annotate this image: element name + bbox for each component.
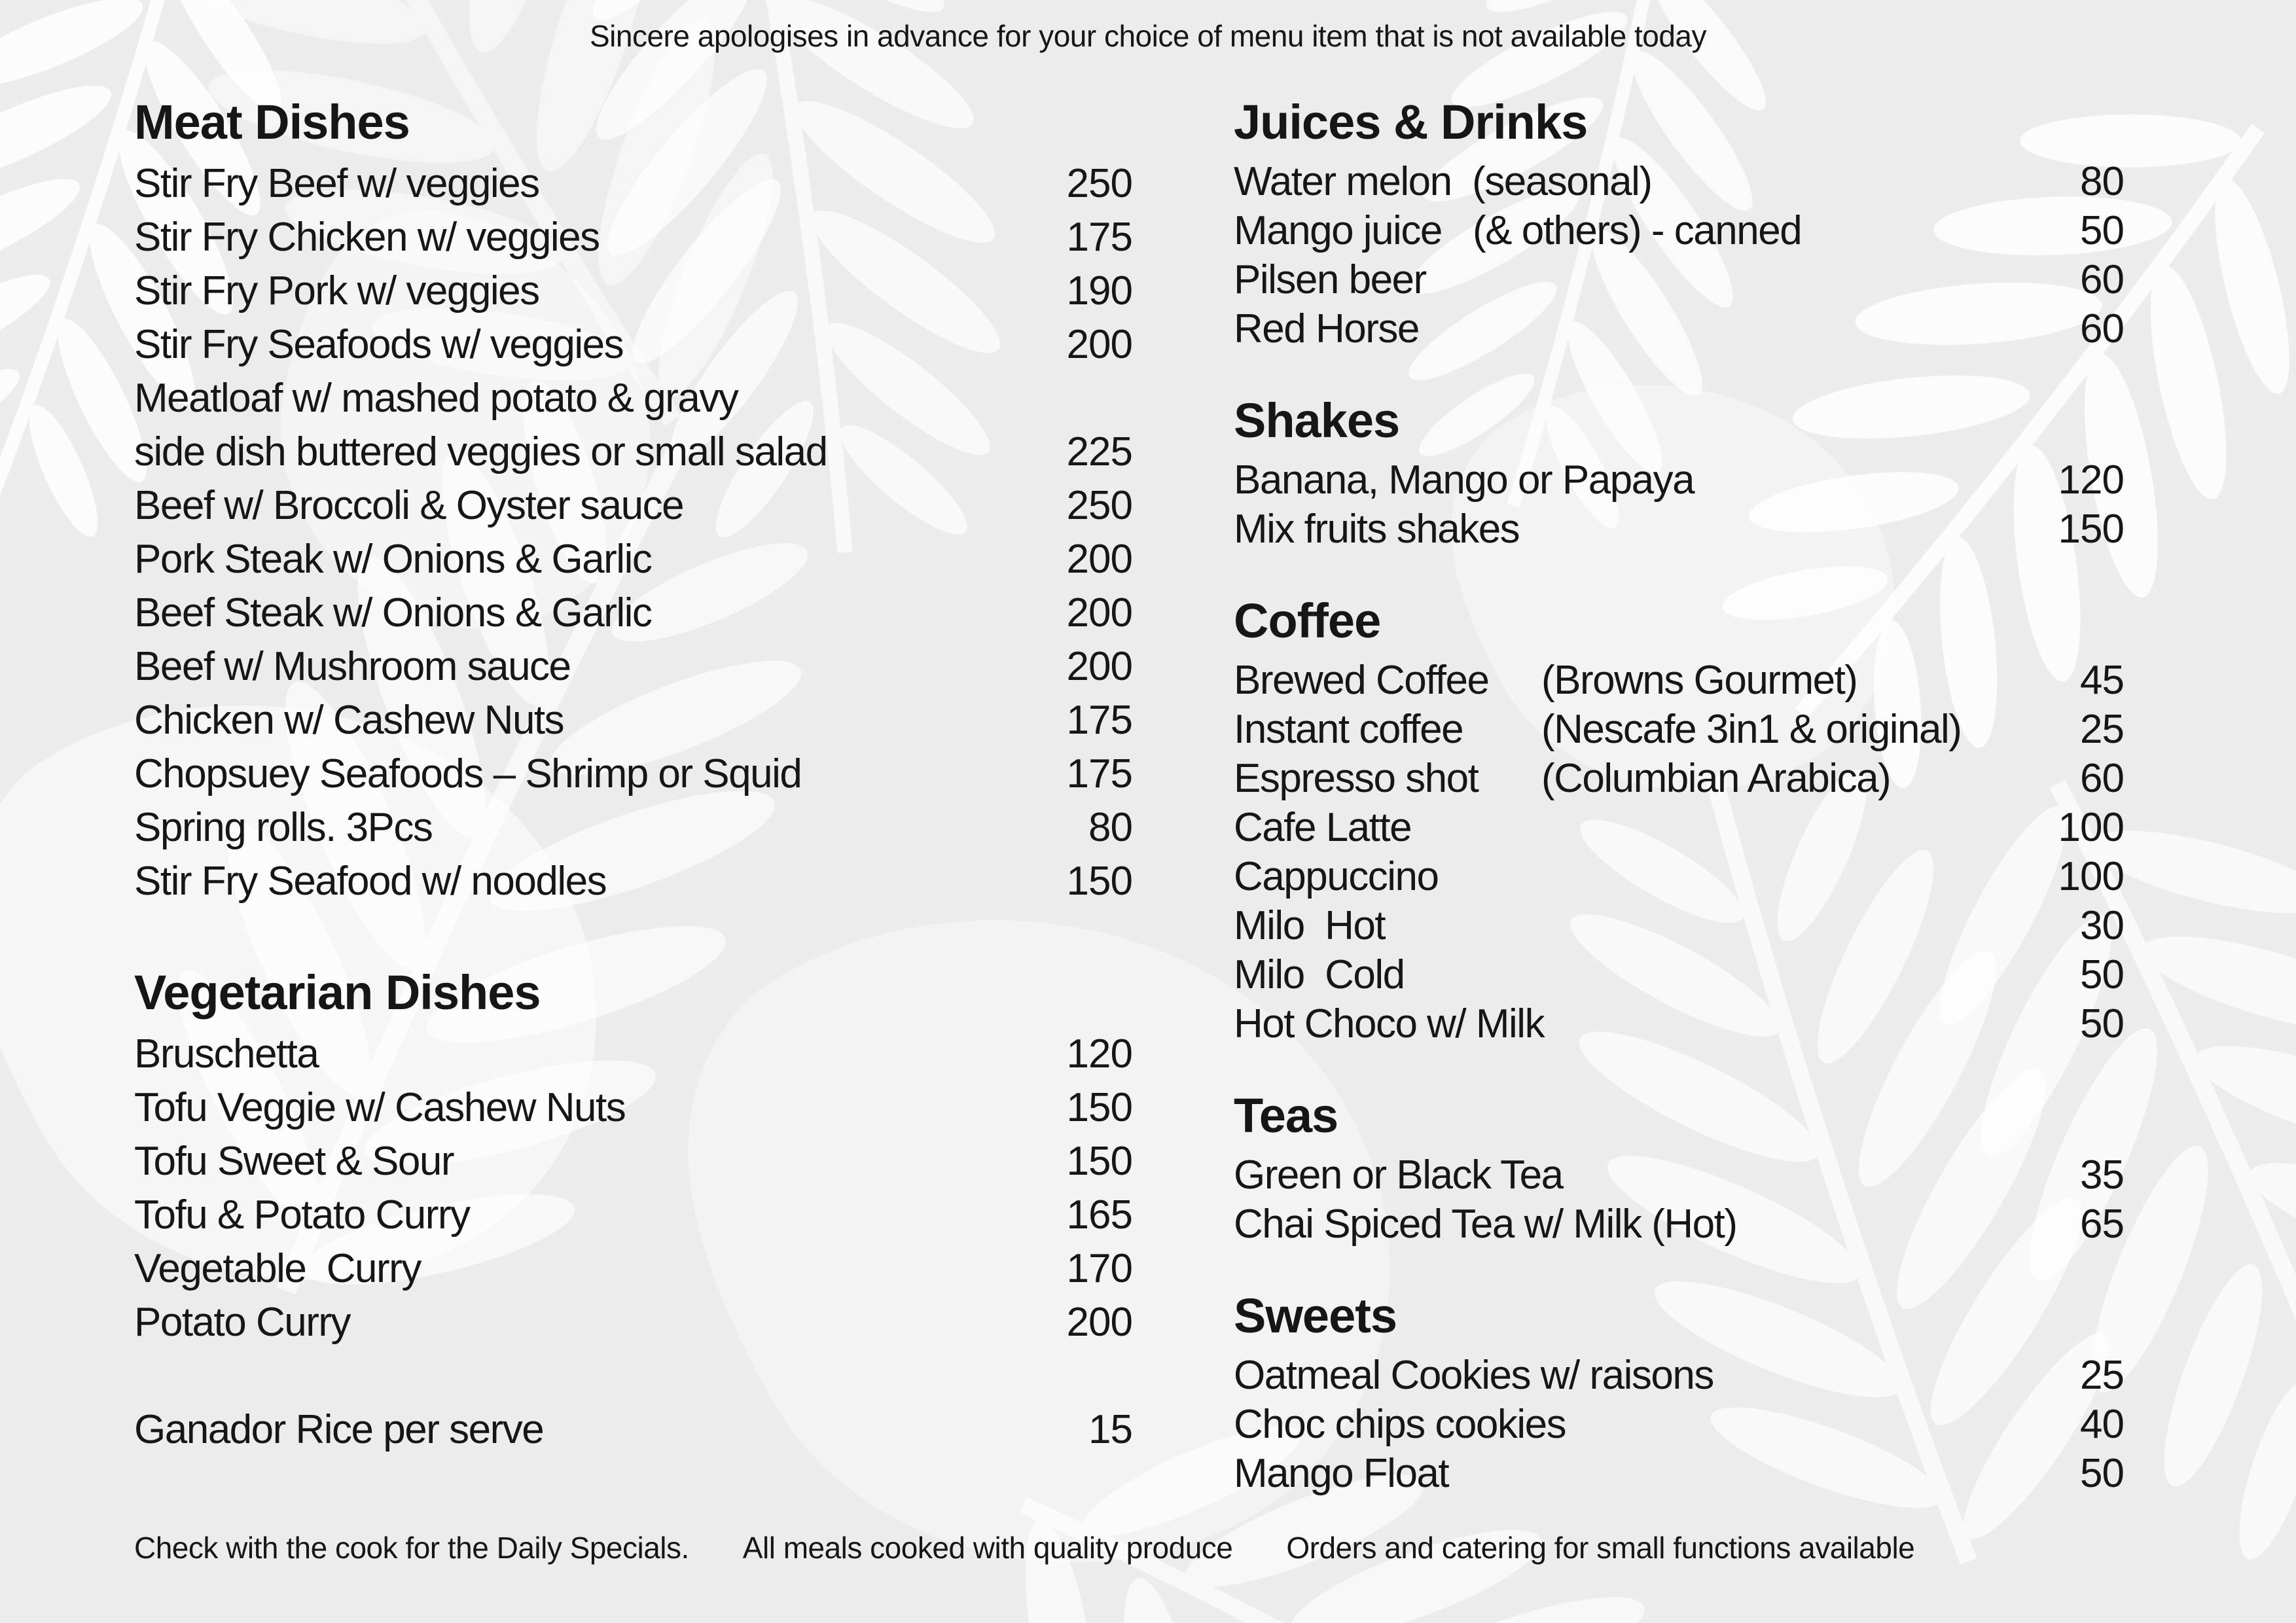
menu-item xyxy=(1234,950,2124,999)
menu-item-price: 190 xyxy=(1066,268,1132,313)
menu-item-name: Vegetable Curry xyxy=(134,1246,421,1291)
menu-item-price: 150 xyxy=(1066,1139,1132,1184)
menu-item xyxy=(134,533,1132,586)
menu-item xyxy=(1234,505,2124,554)
menu-item-price: 30 xyxy=(2080,903,2124,948)
column-left xyxy=(134,97,1132,1457)
menu-item-price: 50 xyxy=(2080,208,2124,253)
menu-item-name: Tofu & Potato Curry xyxy=(134,1192,470,1238)
menu-section xyxy=(1234,1291,2124,1498)
menu-item-price: 45 xyxy=(2080,658,2124,703)
menu-item-name: Beef w/ Broccoli & Oyster sauce xyxy=(134,483,684,528)
menu-item xyxy=(134,640,1132,694)
menu-item-price: 15 xyxy=(1088,1407,1132,1452)
menu-item-name: Chai Spiced Tea w/ Milk (Hot) xyxy=(1234,1202,1737,1247)
menu-item xyxy=(134,1296,1132,1349)
menu-item-name: Pilsen beer xyxy=(1234,257,1426,302)
menu-item xyxy=(1234,1449,2124,1498)
menu-item-name: Water melon (seasonal) xyxy=(1234,159,1652,204)
footer-note-quality-produce: All meals cooked with quality produce xyxy=(742,1531,1233,1565)
menu-item xyxy=(1234,656,2124,705)
menu-item-rice xyxy=(134,1403,1132,1457)
menu-item xyxy=(1234,999,2124,1048)
column-right xyxy=(1234,97,2124,1498)
menu-item-price: 100 xyxy=(2058,805,2124,850)
menu-item-detail: (Nescafe 3in1 & original) xyxy=(1541,707,1962,752)
menu-item xyxy=(1234,852,2124,901)
menu-item-name: Milo Cold xyxy=(1234,952,1405,997)
menu-item-name: Pork Steak w/ Onions & Garlic xyxy=(134,537,652,582)
menu-item-name: Spring rolls. 3Pcs xyxy=(134,805,433,850)
menu-section xyxy=(1234,1090,2124,1249)
menu-item xyxy=(1234,803,2124,852)
menu-item xyxy=(1234,1400,2124,1449)
menu-item xyxy=(134,425,1132,479)
menu-item-price: 200 xyxy=(1066,644,1132,689)
section-title: Vegetarian Dishes xyxy=(134,965,541,1020)
menu-item-price: 175 xyxy=(1066,751,1132,796)
menu-item xyxy=(134,1242,1132,1296)
menu-item xyxy=(1234,754,2124,803)
menu-section xyxy=(1234,97,2124,353)
menu-item xyxy=(134,1081,1132,1135)
menu-item xyxy=(1234,901,2124,950)
menu-item xyxy=(1234,206,2124,255)
menu-item xyxy=(1234,157,2124,206)
menu-item-price: 50 xyxy=(2080,1001,2124,1046)
menu-item-name: Cafe Latte xyxy=(1234,805,1412,850)
menu-item-price: 50 xyxy=(2080,952,2124,997)
menu-item-name: Tofu Sweet & Sour xyxy=(134,1139,454,1184)
menu-item-name: Chicken w/ Cashew Nuts xyxy=(134,698,564,743)
menu-item xyxy=(134,264,1132,318)
menu-item-name: Stir Fry Seafoods w/ veggies xyxy=(134,322,624,367)
menu-item xyxy=(1234,304,2124,353)
menu-item-price: 200 xyxy=(1066,1300,1132,1345)
menu-item-price xyxy=(1034,372,1132,425)
menu-item xyxy=(134,747,1132,801)
menu-item-price: 165 xyxy=(1066,1192,1132,1238)
menu-item-name: Milo Hot xyxy=(1234,903,1386,948)
menu-item xyxy=(134,694,1132,747)
menu-item xyxy=(134,801,1132,855)
menu-item-name: Choc chips cookies xyxy=(1234,1402,1566,1447)
menu-item-name: Meatloaf w/ mashed potato & gravy xyxy=(134,376,738,421)
menu-item-name: Cappuccino xyxy=(1234,854,1439,899)
menu-item xyxy=(1234,255,2124,304)
menu-item xyxy=(134,479,1132,533)
menu-item xyxy=(134,1188,1132,1242)
menu-item xyxy=(1234,705,2124,754)
menu-item-name: Chopsuey Seafoods – Shrimp or Squid xyxy=(134,751,802,796)
menu-item-price: 60 xyxy=(2080,306,2124,351)
menu-item-name: Mango juice (& others) - canned xyxy=(1234,208,1802,253)
menu-item xyxy=(134,1027,1132,1081)
menu-item-price: 150 xyxy=(1066,1085,1132,1130)
menu-item-price: 35 xyxy=(2080,1152,2124,1198)
section-title: Juices & Drinks xyxy=(1234,95,1588,149)
menu-item xyxy=(134,855,1132,908)
menu-item-price: 175 xyxy=(1066,215,1132,260)
menu-item-name: Stir Fry Beef w/ veggies xyxy=(134,161,539,206)
menu-item xyxy=(1234,1150,2124,1200)
menu-item-name: Tofu Veggie w/ Cashew Nuts xyxy=(134,1085,626,1130)
menu-item-detail: (Browns Gourmet) xyxy=(1541,658,1857,703)
footer-note-daily-specials: Check with the cook for the Daily Specials. xyxy=(134,1531,689,1565)
menu-item xyxy=(1234,1200,2124,1249)
section-title: Meat Dishes xyxy=(134,95,410,149)
menu-item-price: 60 xyxy=(2080,756,2124,801)
menu-item-price: 200 xyxy=(1066,322,1132,367)
footer-note-catering: Orders and catering for small functions available xyxy=(1286,1531,1915,1565)
footer xyxy=(134,1530,2183,1565)
menu-item-name: Stir Fry Seafood w/ noodles xyxy=(134,859,607,904)
menu-item-price: 170 xyxy=(1066,1246,1132,1291)
menu-item-price: 200 xyxy=(1066,590,1132,635)
menu-item-price: 65 xyxy=(2080,1202,2124,1247)
menu-item-name: Hot Choco w/ Milk xyxy=(1234,1001,1545,1046)
menu-item-price: 100 xyxy=(2058,854,2124,899)
menu-item-name: Banana, Mango or Papaya xyxy=(1234,457,1695,503)
menu-item-name: Instant coffee xyxy=(1234,707,1463,752)
menu-item-price: 150 xyxy=(1066,859,1132,904)
menu-item-name: Beef Steak w/ Onions & Garlic xyxy=(134,590,652,635)
menu-item-price: 250 xyxy=(1066,483,1132,528)
menu-item-price: 50 xyxy=(2080,1451,2124,1496)
menu-section xyxy=(134,97,1132,908)
menu-item-name: Bruschetta xyxy=(134,1031,319,1077)
menu-item xyxy=(134,157,1132,211)
menu-item-price: 175 xyxy=(1066,698,1132,743)
menu-item-price: 25 xyxy=(2080,1353,2124,1398)
menu-item-price: 250 xyxy=(1066,161,1132,206)
menu-item-price: 225 xyxy=(1066,429,1132,474)
menu-item-name: Ganador Rice per serve xyxy=(134,1407,544,1452)
section-title: Teas xyxy=(1234,1088,1338,1143)
menu-item-price: 150 xyxy=(2058,507,2124,552)
menu-item xyxy=(134,372,1132,425)
menu-item-name: Stir Fry Pork w/ veggies xyxy=(134,268,539,313)
menu-item xyxy=(134,1135,1132,1188)
menu-item-name: Potato Curry xyxy=(134,1300,351,1345)
menu-item-name: Brewed Coffee xyxy=(1234,658,1489,703)
section-title: Sweets xyxy=(1234,1289,1397,1343)
menu-item xyxy=(1234,1351,2124,1400)
menu-section xyxy=(1234,395,2124,554)
section-title: Coffee xyxy=(1234,594,1381,648)
menu-item-name: Oatmeal Cookies w/ raisons xyxy=(1234,1353,1713,1398)
menu-item xyxy=(1234,455,2124,505)
menu-item-price: 80 xyxy=(1088,805,1132,850)
menu-item-price: 200 xyxy=(1066,537,1132,582)
menu-item-price: 60 xyxy=(2080,257,2124,302)
menu-item-name: side dish buttered veggies or small salad xyxy=(134,429,827,474)
menu-item-price: 25 xyxy=(2080,707,2124,752)
menu-item-name: Red Horse xyxy=(1234,306,1419,351)
menu-section xyxy=(1234,596,2124,1048)
menu-item-name: Stir Fry Chicken w/ veggies xyxy=(134,215,600,260)
menu-item-name: Mango Float xyxy=(1234,1451,1449,1496)
menu-item xyxy=(134,211,1132,264)
left-sections xyxy=(134,97,1132,1349)
menu-item-price: 80 xyxy=(2080,159,2124,204)
section-title: Shakes xyxy=(1234,393,1400,448)
menu-item-name: Green or Black Tea xyxy=(1234,1152,1563,1198)
right-sections xyxy=(1234,97,2124,1498)
menu-item-price: 120 xyxy=(2058,457,2124,503)
menu-section xyxy=(134,967,1132,1349)
menu-item xyxy=(134,586,1132,640)
menu-item-name: Espresso shot xyxy=(1234,756,1479,801)
menu-item-price: 40 xyxy=(2080,1402,2124,1447)
menu-item-name: Beef w/ Mushroom sauce xyxy=(134,644,571,689)
menu-item-detail: (Columbian Arabica) xyxy=(1541,756,1891,801)
menu-item xyxy=(134,318,1132,372)
disclaimer-text: Sincere apologises in advance for your choice of menu item that is not available today xyxy=(589,19,1706,53)
menu-item-name: Mix fruits shakes xyxy=(1234,507,1520,552)
menu-item-price: 120 xyxy=(1066,1031,1132,1077)
